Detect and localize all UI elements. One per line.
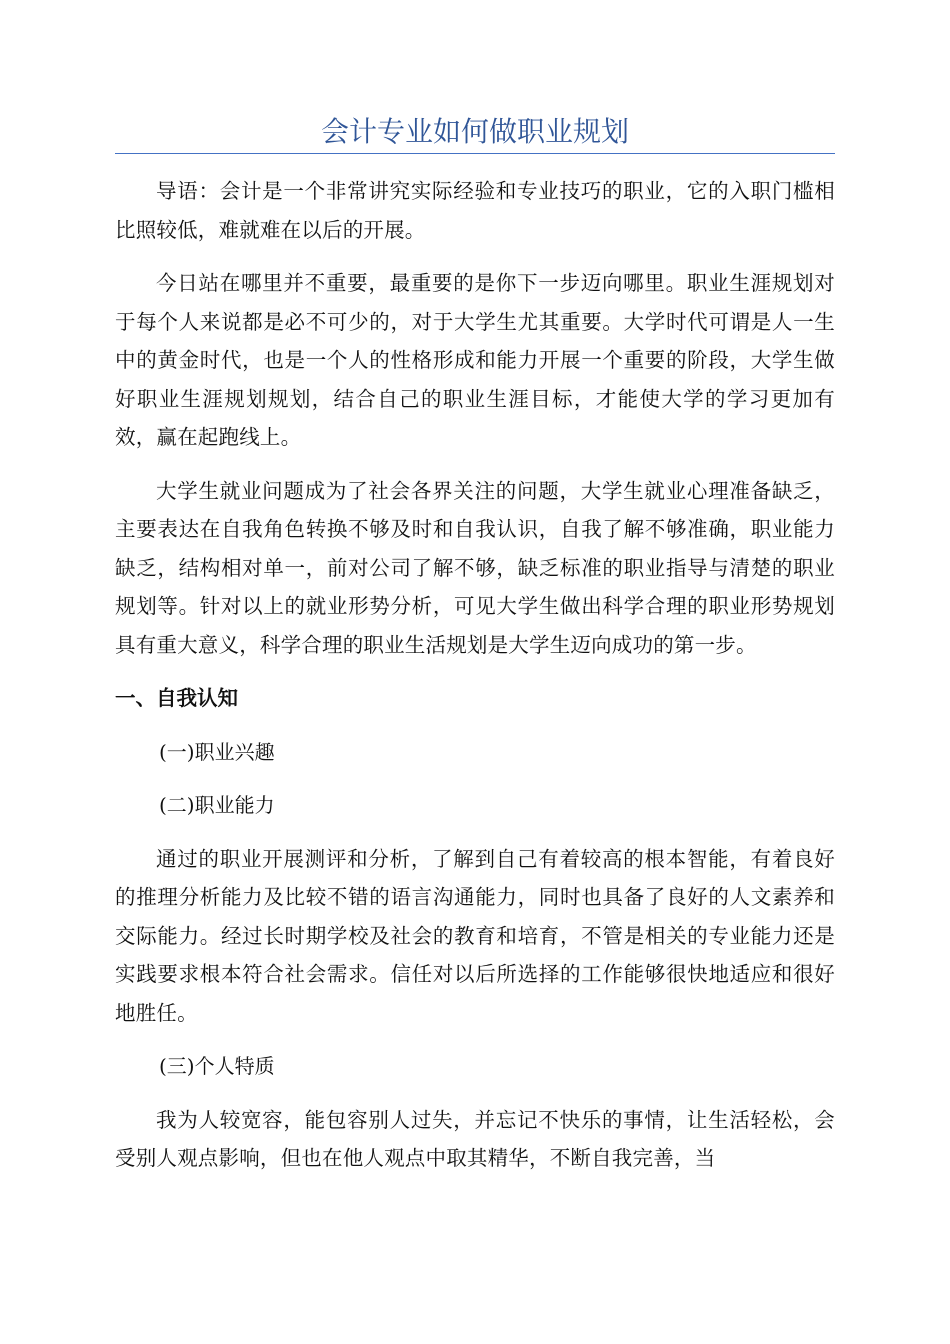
paragraph-3: 通过的职业开展测评和分析，了解到自己有着较高的根本智能，有着良好的推理分析能力及比较不错的语言沟通能力，同时也具备了良好的人文素养和交际能力。经过长时期学校及社会的教育和培育，不管是相关的专业能力还是实践要求根本符合社会需求。信任对以后所选择的工作能够很快地适应和很好地胜任。 (115, 846, 835, 1025)
title-underline (115, 153, 835, 154)
subheading-3: (三)个人特质 (159, 1054, 275, 1078)
document-body (115, 172, 835, 1178)
paragraph-1: 今日站在哪里并不重要，最重要的是你下一步迈向哪里。职业生涯规划对于每个人来说都是必不可少的，对于大学生尤其重要。大学时代可谓是人一生中的黄金时代，也是一个人的性格形成和能力开展一个重要的阶段，大学生做好职业生涯规划规划，结合自己的职业生涯目标，才能使大学的学习更加有效，赢在起跑线上。 (115, 271, 835, 449)
document-title: 会计专业如何做职业规划 (320, 115, 629, 148)
section-heading-1: 一、自我认知 (115, 686, 238, 710)
paragraph-4: 我为人较宽容，能包容别人过失，并忘记不快乐的事情，让生活轻松，会受别人观点影响，但也在他人观点中取其精华，不断自我完善，当 (115, 1107, 835, 1170)
paragraph-2: 大学生就业问题成为了社会各界关注的问题，大学生就业心理准备缺乏，主要表达在自我角色转换不够及时和自我认识，自我了解不够准确，职业能力缺乏，结构相对单一，前对公司了解不够，缺乏标准的职业指导与清楚的职业规划等。针对以上的就业形势分析，可见大学生做出科学合理的职业形势规划具有重大意义，科学合理的职业生活规划是大学生迈向成功的第一步。 (115, 478, 835, 657)
intro-paragraph: 导语：会计是一个非常讲究实际经验和专业技巧的职业，它的入职门槛相比照较低，难就难在以后的开展。 (115, 179, 835, 242)
subheading-1: (一)职业兴趣 (159, 739, 275, 764)
subheading-2: (二)职业能力 (159, 793, 275, 817)
